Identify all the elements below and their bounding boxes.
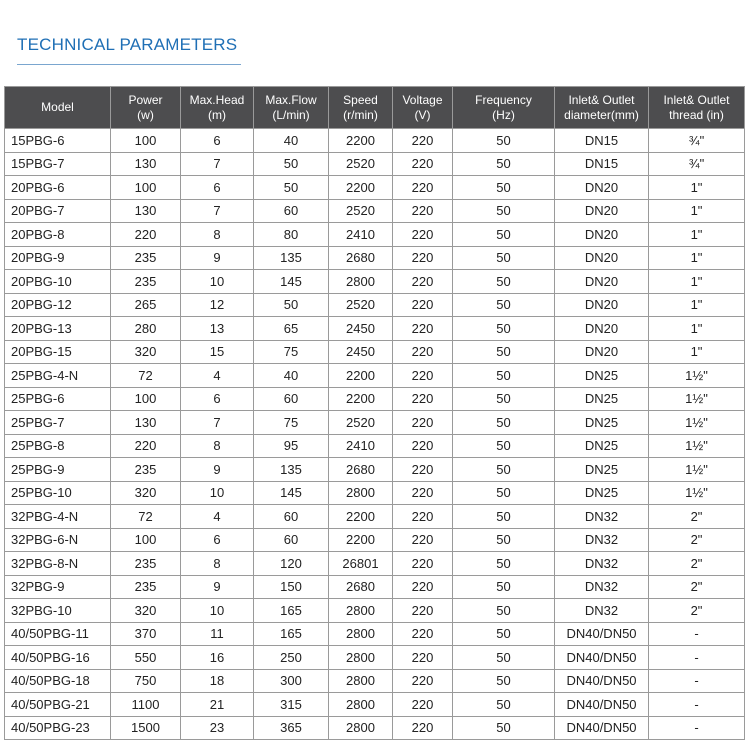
model-cell: 20PBG-10 [5, 270, 111, 294]
model-cell: 15PBG-6 [5, 129, 111, 153]
table-cell: 2800 [329, 646, 393, 670]
table-cell: 135 [254, 246, 329, 270]
table-row [5, 599, 745, 623]
table-cell: 2" [649, 528, 745, 552]
table-cell: 50 [453, 575, 555, 599]
table-cell: DN20 [555, 199, 649, 223]
model-cell: 40/50PBG-16 [5, 646, 111, 670]
column-header-unit: (m) [208, 107, 226, 122]
model-cell: 40/50PBG-23 [5, 716, 111, 740]
table-cell: DN25 [555, 458, 649, 482]
model-cell: 32PBG-8-N [5, 552, 111, 576]
table-row [5, 270, 745, 294]
column-header [555, 87, 649, 129]
table-cell: 150 [254, 575, 329, 599]
table-cell: 220 [393, 340, 453, 364]
table-cell: 60 [254, 528, 329, 552]
table-cell: 50 [453, 340, 555, 364]
table-cell: 220 [393, 317, 453, 341]
table-cell: 50 [453, 387, 555, 411]
table-header-row [5, 87, 745, 129]
table-cell: 220 [111, 223, 181, 247]
model-cell: 20PBG-13 [5, 317, 111, 341]
table-cell: 21 [181, 693, 254, 717]
table-cell: DN32 [555, 575, 649, 599]
table-cell: 10 [181, 481, 254, 505]
table-cell: DN32 [555, 552, 649, 576]
table-cell: DN20 [555, 340, 649, 364]
table-cell: DN32 [555, 528, 649, 552]
table-cell: 75 [254, 340, 329, 364]
column-header-unit: (L/min) [272, 107, 310, 122]
table-cell: 220 [393, 434, 453, 458]
table-cell: 50 [453, 505, 555, 529]
table-cell: 2800 [329, 669, 393, 693]
table-cell: 60 [254, 199, 329, 223]
table-cell: DN15 [555, 129, 649, 153]
table-row [5, 646, 745, 670]
table-cell: 60 [254, 387, 329, 411]
table-cell: 2800 [329, 693, 393, 717]
table-cell: 1" [649, 199, 745, 223]
table-cell: 50 [453, 364, 555, 388]
column-header-label: Power [128, 92, 163, 107]
column-header [393, 87, 453, 129]
column-header-label: Max.Head [189, 92, 245, 107]
table-cell: 2200 [329, 505, 393, 529]
table-cell: DN20 [555, 176, 649, 200]
page-title: TECHNICAL PARAMETERS [17, 35, 238, 54]
column-header [5, 87, 111, 129]
table-cell: 10 [181, 599, 254, 623]
table-cell: 50 [453, 622, 555, 646]
model-cell: 15PBG-7 [5, 152, 111, 176]
table-cell: - [649, 646, 745, 670]
table-row [5, 340, 745, 364]
table-cell: 220 [393, 458, 453, 482]
table-cell: 220 [393, 411, 453, 435]
table-cell: 50 [453, 317, 555, 341]
table-cell: 220 [393, 575, 453, 599]
table-cell: 235 [111, 458, 181, 482]
table-row [5, 317, 745, 341]
table-cell: 315 [254, 693, 329, 717]
table-cell: 165 [254, 622, 329, 646]
table-cell: DN20 [555, 223, 649, 247]
table-cell: 7 [181, 411, 254, 435]
table-cell: 2450 [329, 340, 393, 364]
table-row [5, 622, 745, 646]
table-cell: 2" [649, 575, 745, 599]
model-cell: 40/50PBG-18 [5, 669, 111, 693]
table-cell: 40 [254, 129, 329, 153]
table-cell: 2520 [329, 152, 393, 176]
model-cell: 32PBG-4-N [5, 505, 111, 529]
table-cell: 120 [254, 552, 329, 576]
table-cell: 1" [649, 223, 745, 247]
table-cell: DN40/DN50 [555, 693, 649, 717]
column-header-label: Inlet& Outlet [663, 92, 730, 107]
table-cell: 6 [181, 129, 254, 153]
table-cell: 50 [453, 152, 555, 176]
table-cell: 50 [453, 129, 555, 153]
table-cell: 75 [254, 411, 329, 435]
table-cell: 2520 [329, 411, 393, 435]
table-cell: 23 [181, 716, 254, 740]
table-cell: 320 [111, 481, 181, 505]
table-row [5, 129, 745, 153]
table-cell: 50 [453, 270, 555, 294]
column-header-unit: diameter(mm) [564, 107, 639, 122]
table-row [5, 528, 745, 552]
model-cell: 25PBG-10 [5, 481, 111, 505]
table-cell: 750 [111, 669, 181, 693]
table-cell: 50 [453, 528, 555, 552]
table-cell: 16 [181, 646, 254, 670]
table-cell: 15 [181, 340, 254, 364]
model-cell: 32PBG-10 [5, 599, 111, 623]
table-cell: 2800 [329, 270, 393, 294]
table-row [5, 246, 745, 270]
table-row [5, 364, 745, 388]
table-cell: DN40/DN50 [555, 716, 649, 740]
table-cell: 50 [453, 176, 555, 200]
table-cell: 50 [453, 646, 555, 670]
table-cell: DN20 [555, 317, 649, 341]
table-cell: 50 [453, 458, 555, 482]
table-cell: 6 [181, 176, 254, 200]
table-cell: 40 [254, 364, 329, 388]
table-cell: 2200 [329, 528, 393, 552]
model-cell: 25PBG-9 [5, 458, 111, 482]
table-cell: 8 [181, 552, 254, 576]
table-cell: 1½" [649, 364, 745, 388]
table-cell: DN20 [555, 270, 649, 294]
table-cell: 2680 [329, 246, 393, 270]
table-cell: 220 [393, 693, 453, 717]
model-cell: 40/50PBG-11 [5, 622, 111, 646]
table-cell: 50 [453, 716, 555, 740]
table-cell: 1500 [111, 716, 181, 740]
table-cell: DN25 [555, 434, 649, 458]
table-cell: 220 [393, 152, 453, 176]
table-row [5, 693, 745, 717]
column-header-label: Voltage [402, 92, 443, 107]
table-cell: 220 [393, 246, 453, 270]
model-cell: 20PBG-12 [5, 293, 111, 317]
table-cell: 2200 [329, 387, 393, 411]
column-header [181, 87, 254, 129]
table-row [5, 199, 745, 223]
table-cell: 220 [393, 176, 453, 200]
table-cell: - [649, 693, 745, 717]
table-body [5, 129, 745, 740]
table-cell: 2" [649, 505, 745, 529]
table-cell: 2800 [329, 622, 393, 646]
table-cell: DN25 [555, 387, 649, 411]
table-cell: 250 [254, 646, 329, 670]
table-cell: 50 [453, 411, 555, 435]
table-cell: 2410 [329, 434, 393, 458]
table-cell: 10 [181, 270, 254, 294]
table-cell: 1" [649, 176, 745, 200]
table-cell: 50 [254, 176, 329, 200]
table-row [5, 411, 745, 435]
table-row [5, 481, 745, 505]
table-cell: DN20 [555, 246, 649, 270]
column-header [329, 87, 393, 129]
column-header-label: Frequency [475, 92, 532, 107]
table-cell: 130 [111, 199, 181, 223]
table-cell: DN20 [555, 293, 649, 317]
table-cell: 130 [111, 152, 181, 176]
column-header-unit: (w) [137, 107, 154, 122]
table-cell: 235 [111, 270, 181, 294]
table-cell: 220 [393, 223, 453, 247]
table-cell: 220 [393, 364, 453, 388]
technical-parameters-table [4, 86, 745, 740]
column-header [111, 87, 181, 129]
model-cell: 32PBG-6-N [5, 528, 111, 552]
table-cell: - [649, 716, 745, 740]
table-row [5, 434, 745, 458]
table-cell: 11 [181, 622, 254, 646]
table-cell: DN25 [555, 364, 649, 388]
table-cell: 300 [254, 669, 329, 693]
column-header-unit: (V) [414, 107, 431, 122]
model-cell: 32PBG-9 [5, 575, 111, 599]
table-cell: DN32 [555, 599, 649, 623]
table-cell: 220 [393, 646, 453, 670]
table-cell: 235 [111, 246, 181, 270]
table-cell: 50 [254, 152, 329, 176]
table-cell: 4 [181, 364, 254, 388]
table-cell: - [649, 669, 745, 693]
table-cell: 220 [393, 669, 453, 693]
table-cell: 9 [181, 458, 254, 482]
table-cell: 72 [111, 505, 181, 529]
table-cell: 235 [111, 552, 181, 576]
table-cell: 50 [453, 293, 555, 317]
table-cell: DN40/DN50 [555, 622, 649, 646]
table-cell: 2" [649, 552, 745, 576]
model-cell: 20PBG-9 [5, 246, 111, 270]
table-cell: 9 [181, 575, 254, 599]
table-cell: 60 [254, 505, 329, 529]
model-cell: 25PBG-7 [5, 411, 111, 435]
table-cell: 50 [453, 693, 555, 717]
table-cell: 50 [453, 246, 555, 270]
table-cell: 2800 [329, 481, 393, 505]
column-header [453, 87, 555, 129]
table-cell: 135 [254, 458, 329, 482]
table-cell: 50 [453, 669, 555, 693]
table-cell: 95 [254, 434, 329, 458]
table-cell: 370 [111, 622, 181, 646]
table-cell: 265 [111, 293, 181, 317]
table-cell: 220 [393, 293, 453, 317]
table-cell: 220 [393, 528, 453, 552]
model-cell: 20PBG-6 [5, 176, 111, 200]
table-cell: 2" [649, 599, 745, 623]
column-header-unit: (r/min) [343, 107, 378, 122]
table-cell: 8 [181, 434, 254, 458]
table-cell: 2520 [329, 293, 393, 317]
model-cell: 20PBG-8 [5, 223, 111, 247]
table-cell: 50 [453, 434, 555, 458]
table-cell: 50 [254, 293, 329, 317]
table-cell: 4 [181, 505, 254, 529]
table-cell: 220 [393, 599, 453, 623]
table-cell: 100 [111, 387, 181, 411]
table-cell: 13 [181, 317, 254, 341]
table-cell: 7 [181, 152, 254, 176]
model-cell: 25PBG-8 [5, 434, 111, 458]
table-cell: 1½" [649, 434, 745, 458]
table-cell: 1½" [649, 411, 745, 435]
table-cell: DN25 [555, 481, 649, 505]
table-cell: 1" [649, 317, 745, 341]
title-underline [17, 64, 241, 65]
table-cell: 1" [649, 270, 745, 294]
table-row [5, 293, 745, 317]
table-cell: 280 [111, 317, 181, 341]
table-cell: 220 [111, 434, 181, 458]
column-header-label: Max.Flow [265, 92, 317, 107]
table-cell: 2200 [329, 364, 393, 388]
table-cell: DN32 [555, 505, 649, 529]
table-cell: 220 [393, 387, 453, 411]
table-cell: 130 [111, 411, 181, 435]
model-cell: 40/50PBG-21 [5, 693, 111, 717]
table-cell: 18 [181, 669, 254, 693]
table-cell: 2200 [329, 129, 393, 153]
table-row [5, 387, 745, 411]
table-cell: 220 [393, 622, 453, 646]
column-header-label: Model [41, 100, 74, 114]
table-cell: 7 [181, 199, 254, 223]
table-cell: 50 [453, 481, 555, 505]
table-cell: 72 [111, 364, 181, 388]
table-cell: 365 [254, 716, 329, 740]
model-cell: 20PBG-15 [5, 340, 111, 364]
table-cell: 65 [254, 317, 329, 341]
table-cell: 1½" [649, 387, 745, 411]
table-cell: 100 [111, 129, 181, 153]
table-cell: 100 [111, 176, 181, 200]
table-row [5, 223, 745, 247]
table-cell: 50 [453, 599, 555, 623]
table-cell: 50 [453, 199, 555, 223]
table-cell: 2680 [329, 575, 393, 599]
table-cell: 8 [181, 223, 254, 247]
table-row [5, 458, 745, 482]
table-cell: ¾" [649, 152, 745, 176]
table-cell: 220 [393, 129, 453, 153]
table-cell: 220 [393, 716, 453, 740]
table-cell: 6 [181, 528, 254, 552]
table-cell: DN15 [555, 152, 649, 176]
table-cell: 9 [181, 246, 254, 270]
column-header [254, 87, 329, 129]
table-row [5, 575, 745, 599]
table-cell: 2800 [329, 716, 393, 740]
table-cell: 220 [393, 505, 453, 529]
column-header-unit: (Hz) [492, 107, 515, 122]
table-row [5, 152, 745, 176]
table-cell: ¾" [649, 129, 745, 153]
table-cell: 1" [649, 246, 745, 270]
table-cell: 145 [254, 270, 329, 294]
table-cell: 220 [393, 552, 453, 576]
model-cell: 25PBG-6 [5, 387, 111, 411]
table-cell: 1" [649, 293, 745, 317]
table-cell: 6 [181, 387, 254, 411]
table-cell: 320 [111, 599, 181, 623]
table-cell: 26801 [329, 552, 393, 576]
table-row [5, 669, 745, 693]
column-header [649, 87, 745, 129]
table-cell: 1100 [111, 693, 181, 717]
table-cell: 165 [254, 599, 329, 623]
table-cell: 2680 [329, 458, 393, 482]
table-cell: 100 [111, 528, 181, 552]
table-cell: DN40/DN50 [555, 646, 649, 670]
table-row [5, 552, 745, 576]
table-cell: 220 [393, 270, 453, 294]
table-cell: 12 [181, 293, 254, 317]
table-cell: 220 [393, 481, 453, 505]
table-cell: 1" [649, 340, 745, 364]
table-cell: 2200 [329, 176, 393, 200]
table-cell: 2450 [329, 317, 393, 341]
table-row [5, 716, 745, 740]
column-header-unit: thread (in) [669, 107, 724, 122]
model-cell: 20PBG-7 [5, 199, 111, 223]
table-cell: - [649, 622, 745, 646]
table-cell: 2520 [329, 199, 393, 223]
table-cell: 1½" [649, 458, 745, 482]
table-cell: 50 [453, 223, 555, 247]
model-cell: 25PBG-4-N [5, 364, 111, 388]
table-cell: 1½" [649, 481, 745, 505]
table-cell: 550 [111, 646, 181, 670]
table-row [5, 176, 745, 200]
table-cell: 50 [453, 552, 555, 576]
table-row [5, 505, 745, 529]
column-header-label: Inlet& Outlet [568, 92, 635, 107]
table-cell: 220 [393, 199, 453, 223]
table-cell: 145 [254, 481, 329, 505]
column-header-label: Speed [343, 92, 378, 107]
table-cell: 80 [254, 223, 329, 247]
table-cell: 320 [111, 340, 181, 364]
table-cell: DN25 [555, 411, 649, 435]
table-cell: 235 [111, 575, 181, 599]
table-cell: 2800 [329, 599, 393, 623]
table-cell: DN40/DN50 [555, 669, 649, 693]
table-cell: 2410 [329, 223, 393, 247]
